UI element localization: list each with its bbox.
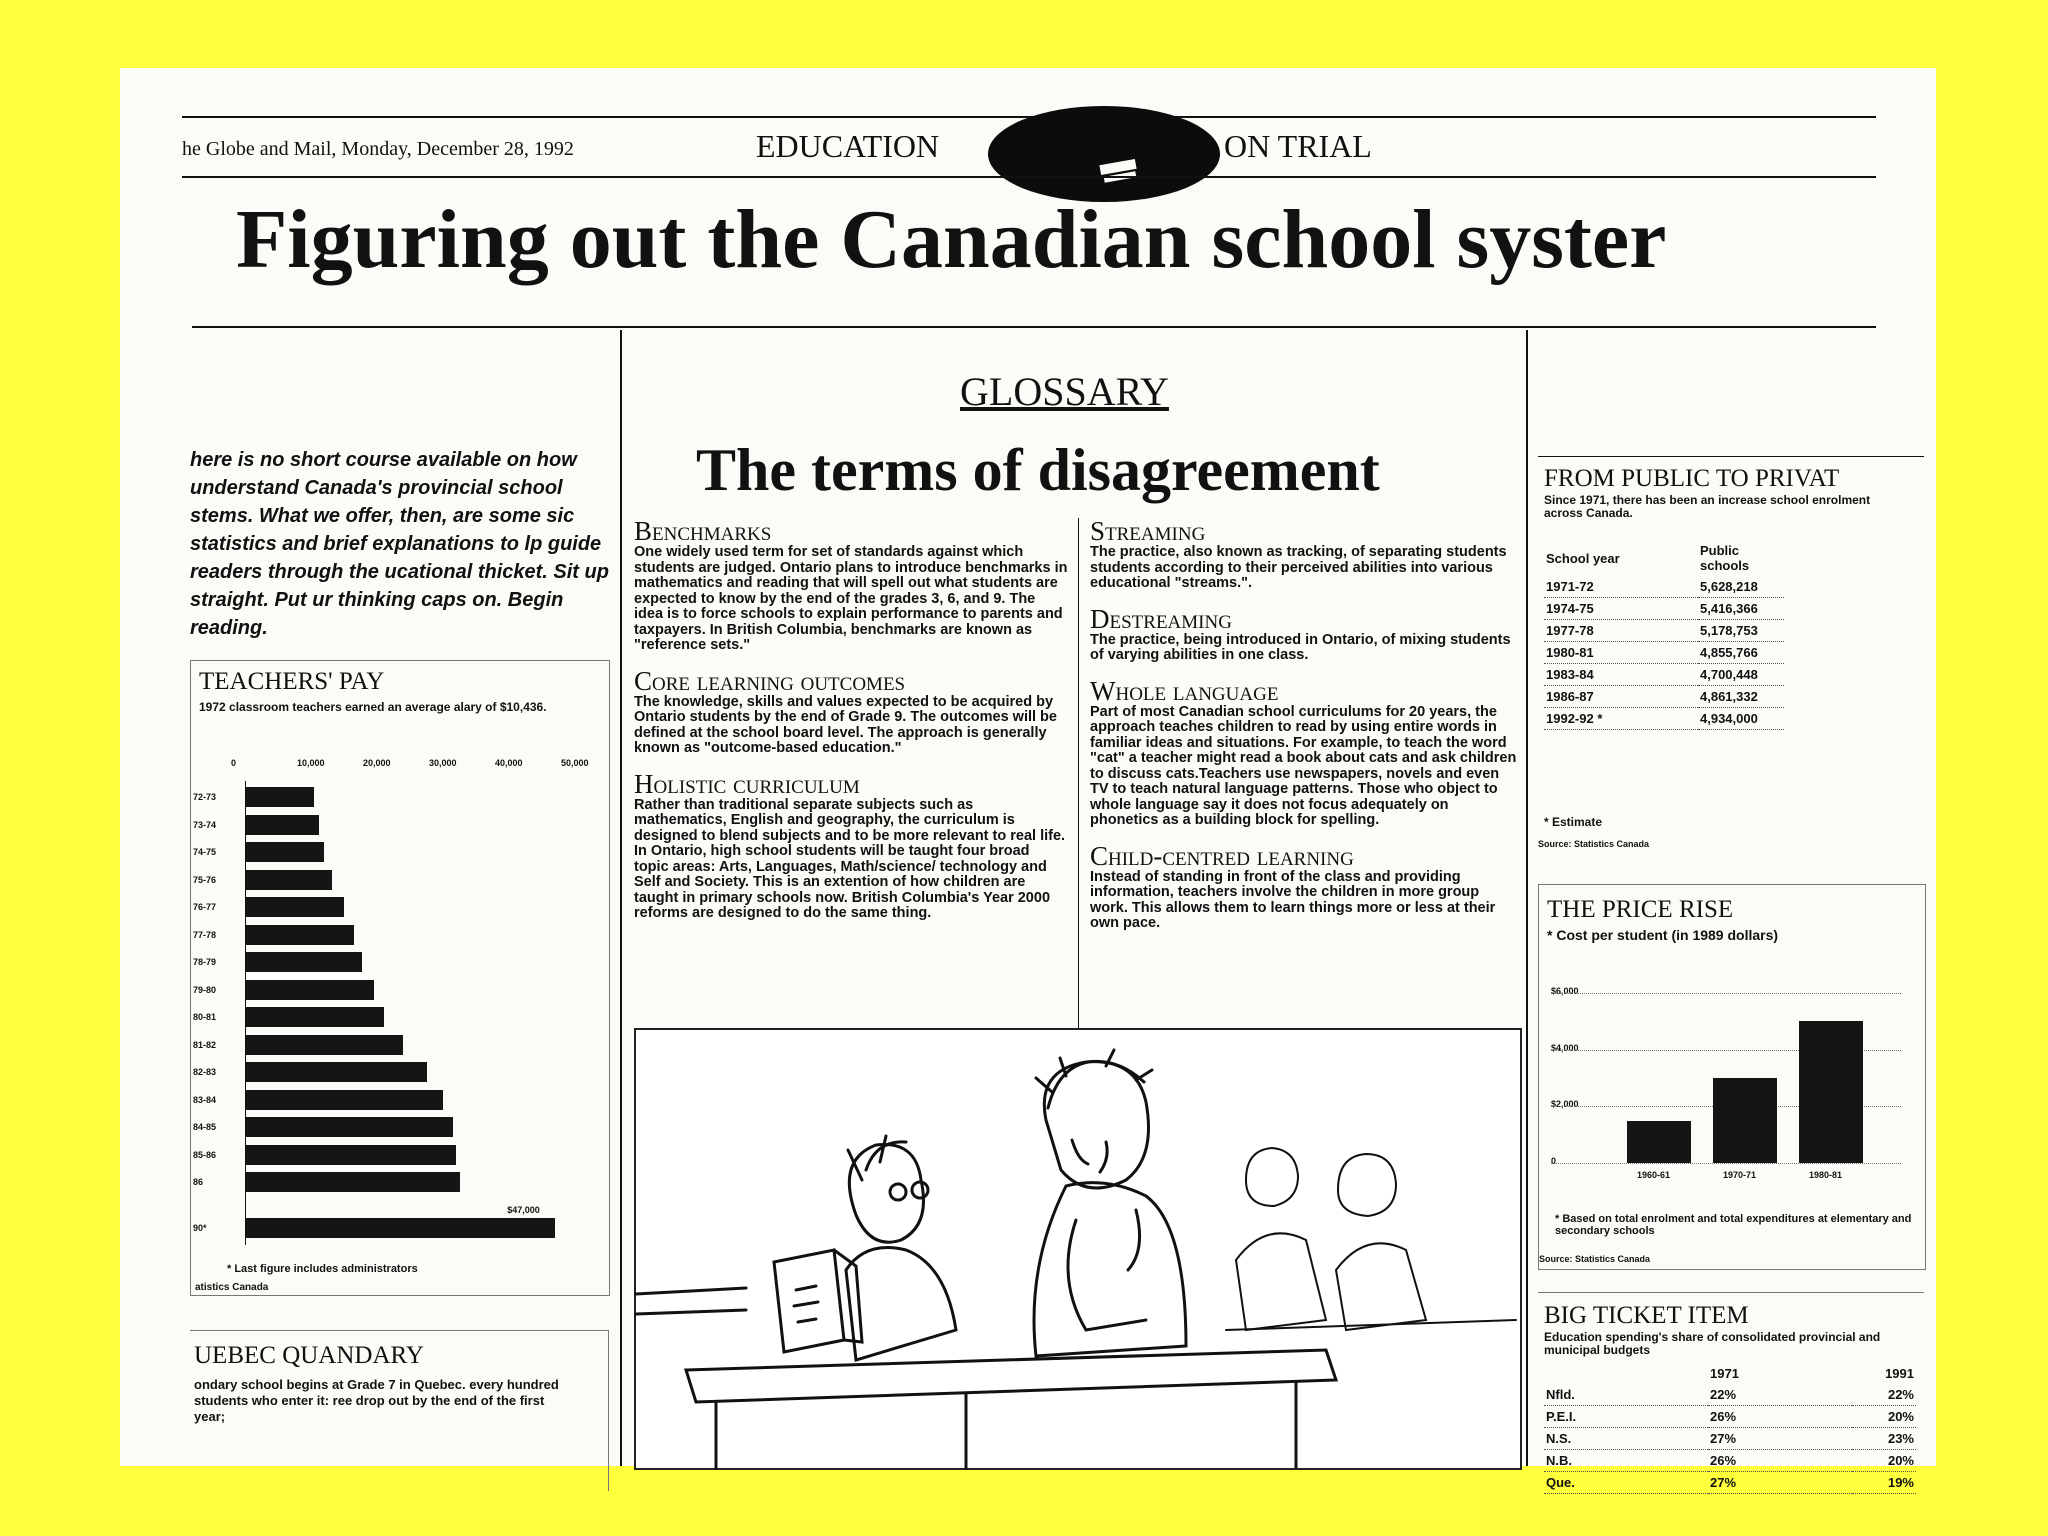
table-row: 1992-92 * 4,934,000 — [1544, 708, 1784, 730]
teachers-pay-chart — [191, 757, 609, 1257]
gridline — [1551, 1163, 1901, 1164]
col-header-public-schools: Public schools — [1700, 543, 1750, 573]
bar — [245, 1218, 555, 1238]
glossary-entry — [1090, 518, 1518, 592]
table-row: N.S. 27% 23% — [1544, 1428, 1916, 1450]
x-tick-label: 20,000 — [363, 758, 391, 768]
bar — [245, 1145, 456, 1165]
category-label: 84-85 — [193, 1122, 217, 1132]
category-label: 74-75 — [193, 847, 217, 857]
gridline — [1551, 993, 1901, 994]
public-private-subtitle: Since 1971, there has been an increase school enrolment across Canada. — [1544, 493, 1871, 520]
price-rise-footnote: * Based on total enrolment and total expenditures at elementary and secondary schools — [1555, 1213, 1912, 1237]
y-tick-label: 0 — [1551, 1156, 1557, 1166]
folio-paper-name: he Globe and Mail, Monday, December 28, 1992 — [182, 138, 574, 160]
big-ticket-title: BIG TICKET ITEM — [1544, 1302, 1749, 1329]
quebec-body: ondary school begins at Grade 7 in Quebec. every hundred students who enter it: ree drop out by the end of the first year; — [194, 1377, 559, 1424]
ink-blot-logo — [988, 106, 1220, 202]
teachers-pay-subtitle: 1972 classroom teachers earned an average alary of $10,436. — [199, 700, 547, 714]
y-tick-label: $4,000 — [1551, 1042, 1579, 1053]
glossary-title: The terms of disagreement — [696, 437, 1380, 503]
folio-section-left: EDUCATION — [756, 128, 940, 164]
newspaper-page — [120, 68, 1936, 1490]
bar — [245, 787, 314, 807]
table-row: P.E.I. 26% 20% — [1544, 1406, 1916, 1428]
bar — [245, 1117, 453, 1137]
bar — [245, 925, 354, 945]
quebec-title: UEBEC QUANDARY — [194, 1342, 424, 1369]
glossary-entry — [634, 665, 1068, 757]
glossary-definition: The practice, also known as tracking, of separating students students according to their perceived abilities into various educational "streams.". — [1090, 544, 1507, 591]
glossary-term: Streaming — [1090, 516, 1206, 546]
category-label: 90* — [193, 1222, 207, 1233]
glossary-term: Benchmarks — [634, 516, 772, 546]
bar — [245, 952, 362, 972]
teachers-pay-source: atistics Canada — [195, 1282, 269, 1293]
category-label: 79-80 — [193, 984, 217, 995]
category-label: 77-78 — [193, 929, 217, 940]
category-label: 85-86 — [193, 1149, 217, 1160]
glossary-entry — [634, 518, 1068, 654]
enrolment-table — [1544, 540, 1784, 730]
bar — [245, 1172, 460, 1192]
category-label: 80-81 — [193, 1012, 217, 1022]
glossary-definition: The knowledge, skills and values expected to be acquired by Ontario students by the end of Grade 9. The outcomes will be defined at the school board level. The approach is generally known as "outcome-based education." — [634, 693, 1057, 756]
category-label: 72-73 — [193, 792, 217, 802]
category-label: 75-76 — [193, 874, 217, 885]
glossary-right-column — [1090, 518, 1518, 932]
teachers-pay-box — [190, 660, 610, 1296]
col-header-1971: 1971 — [1710, 1366, 1739, 1381]
table-row: 1980-81 4,855,766 — [1544, 642, 1784, 664]
glossary-definition: One widely used term for set of standards against which students are judged. Ontario plans to introduce benchmarks in mathematics and reading that will spell out what students are expected to know by the end of the grades 3, 6, and 9. The idea is to force schools to explain performance to parents and taxpayers. In British Columbia, benchmarks are known as "reference sets." — [634, 544, 1068, 653]
category-label: 73-74 — [193, 819, 217, 830]
bar — [245, 980, 374, 1000]
bar — [245, 842, 324, 862]
classroom-cartoon — [634, 1028, 1522, 1470]
glossary-definition: Rather than traditional separate subjects such as mathematics, English and geography, the curriculum is designed to blend subjects and to be more relevant to real life. In Ontario, high school students will be taught four broad topic areas: Arts, Languages, Math/science/ technology and Self and Society. This is an extention of how children are taught in primary schools now. British Columbia's Year 2000 reforms are designed to do the same thing. — [634, 796, 1066, 921]
x-tick-label: 10,000 — [297, 758, 325, 768]
category-label: 78-79 — [193, 957, 217, 967]
public-private-source: Source: Statistics Canada — [1538, 839, 1650, 849]
glossary-entry — [1090, 603, 1518, 664]
glossary-term: Whole language — [1090, 675, 1279, 706]
public-private-footnote: * Estimate — [1544, 815, 1603, 829]
x-tick-label: 1970-71 — [1723, 1170, 1757, 1180]
glossary-term: Holistic curriculum — [634, 768, 860, 799]
headline: Figuring out the Canadian school syster — [236, 193, 1667, 286]
table-row: N.B. 26% 20% — [1544, 1450, 1916, 1472]
big-ticket-subtitle: Education spending's share of consolidated provincial and municipal budgets — [1544, 1330, 1881, 1357]
y-tick-label: $2,000 — [1551, 1099, 1579, 1110]
table-row: 1986-87 4,861,332 — [1544, 686, 1784, 708]
glossary-term: Destreaming — [1090, 603, 1232, 634]
glossary-label: GLOSSARY — [960, 369, 1169, 414]
y-tick-label: $6,000 — [1551, 986, 1579, 996]
glossary-definition: The practice, being introduced in Ontario, of mixing students of varying abilities in one class. — [1090, 631, 1511, 663]
folio-section-right: ON TRIAL — [1224, 128, 1372, 164]
bar — [1799, 1021, 1863, 1163]
glossary-definition: Instead of standing in front of the class and providing information, teachers involve the children in more group work. This allows them to learn things more or less at their own pace. — [1090, 868, 1496, 931]
teachers-pay-title: TEACHERS' PAY — [199, 668, 385, 695]
bar — [245, 815, 319, 835]
table-row: 1977-78 5,178,753 — [1544, 620, 1784, 642]
category-label: 83-84 — [193, 1094, 217, 1105]
quebec-box — [190, 1330, 609, 1491]
table-row: 1974-75 5,416,366 — [1544, 598, 1784, 620]
bar — [245, 870, 332, 890]
bar — [245, 1090, 443, 1110]
glossary-term: Child-centred learning — [1090, 840, 1354, 871]
table-row: 1971-72 5,628,218 — [1544, 576, 1784, 598]
glossary-left-column — [634, 518, 1068, 922]
x-tick-label: 50,000 — [561, 758, 589, 768]
category-label: 81-82 — [193, 1039, 217, 1050]
glossary-entry — [634, 768, 1068, 922]
x-tick-label: 1960-61 — [1637, 1170, 1671, 1180]
table-row: 1983-84 4,700,448 — [1544, 664, 1784, 686]
price-rise-subtitle: * Cost per student (in 1989 dollars) — [1547, 927, 1779, 943]
glossary-entry — [1090, 840, 1518, 932]
bar — [245, 1035, 403, 1055]
glossary-term: Core learning outcomes — [634, 665, 906, 696]
category-label: 82-83 — [193, 1067, 217, 1077]
category-label: 76-77 — [193, 902, 217, 912]
price-rise-chart — [1539, 963, 1925, 1183]
table-row: Nfld. 22% 22% — [1544, 1384, 1916, 1406]
bar — [245, 1062, 427, 1082]
big-ticket-box — [1538, 1292, 1924, 1490]
bar — [1627, 1121, 1691, 1164]
price-rise-title: THE PRICE RISE — [1547, 896, 1734, 923]
x-tick-label: 1980-81 — [1809, 1170, 1843, 1180]
bar — [245, 1007, 384, 1027]
glossary-definition: Part of most Canadian school curriculums for 20 years, the approach teaches children to read by using entire words in familiar ideas and situations. For example, to teach the word "cat" a teacher might read a book about cats and ask children to discuss cats.Teachers use newspapers, novels and even TV to teach natural language patterns. Those who object to whole language say it does not focus adequately on phonetics as a building block for spelling. — [1090, 703, 1517, 828]
category-label: 86 — [193, 1177, 204, 1187]
table-row: Que. 27% 19% — [1544, 1472, 1916, 1494]
teachers-pay-footnote: * Last figure includes administrators — [227, 1263, 418, 1275]
data-label: $47,000 — [507, 1204, 540, 1215]
price-rise-box — [1538, 884, 1926, 1270]
intro-text: here is no short course available on how understand Canada's provincial school stems. What we offer, then, are some sic statistics and brief explanations to lp guide readers through the ucational thicket. Sit up straight. Put ur thinking caps on. Begin reading. — [190, 449, 609, 639]
col-header-school-year: School year — [1546, 550, 1620, 566]
bar — [245, 897, 344, 917]
x-tick-label: 30,000 — [429, 758, 457, 768]
price-rise-source: Source: Statistics Canada — [1539, 1254, 1651, 1264]
y-axis — [245, 781, 246, 1245]
budget-share-table — [1544, 1363, 1916, 1494]
glossary-entry — [1090, 675, 1518, 829]
x-tick-label: 40,000 — [495, 758, 523, 768]
col-header-1991: 1991 — [1885, 1366, 1914, 1381]
public-private-box — [1538, 456, 1924, 886]
cartoon-illustration — [636, 1030, 1520, 1468]
bar — [1713, 1078, 1777, 1163]
public-private-title: FROM PUBLIC TO PRIVAT — [1544, 465, 1840, 492]
x-tick-label: 0 — [231, 758, 237, 768]
